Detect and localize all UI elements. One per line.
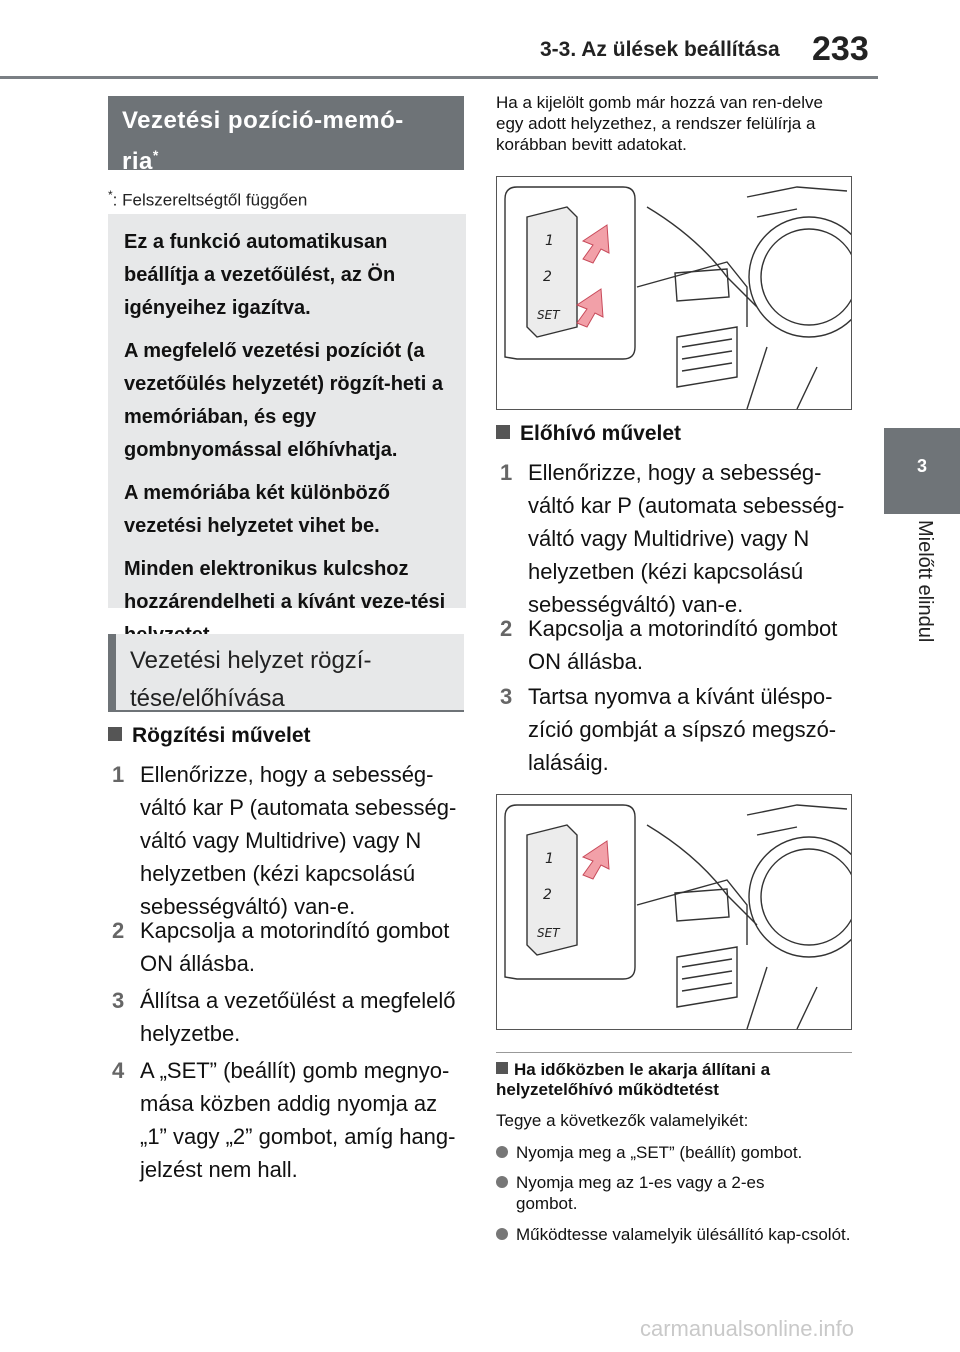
footnote-marker: * [152,147,159,163]
step-number: 3 [500,684,513,709]
section-heading-line2: ria* [122,147,159,175]
header-rule [0,76,878,79]
step-text: Kapcsolja a motorindító gombot ON állásba. [140,918,450,976]
step-text: Kapcsolja a motorindító gombot ON állásba. [528,616,838,674]
button-1-label: 1 [545,233,554,249]
step-number: 2 [500,616,513,641]
figure-memory-buttons-2 [496,794,852,1030]
watermark-text: carmanualsonline.info [640,1316,855,1341]
note-heading: Ha időközben le akarja állítani a helyzetelőhívó működtetést [496,1060,771,1099]
step-item [112,1054,468,1186]
step-number: 2 [112,918,125,943]
square-bullet-icon [496,425,510,439]
note-divider [496,1052,852,1053]
step-number: 1 [500,460,513,485]
section-heading-store-recall: Vezetési helyzet rögzí-tése/előhívása [108,634,464,712]
step-number: 1 [112,762,125,787]
button-2-label: 2 [543,887,552,903]
step-text: Állítsa a vezetőülést a megfelelő helyzetbe. [140,988,456,1046]
step-text: Ellenőrizze, hogy a sebesség-váltó kar P (automata sebesség-váltó vagy Multidrive) vagy N helyzetben (kézi kapcsolású sebességváltó) van-e. [528,460,845,617]
intro-paragraph: Minden elektronikus kulcshoz hozzárendelheti a kívánt veze-tési [124,558,446,613]
page-number: 233 [812,30,869,68]
memory-buttons-illustration [497,177,851,409]
chapter-tab-number: 3 [916,456,927,476]
set-button-label: SET [537,926,560,940]
square-bullet-icon [108,727,122,741]
button-1-label: 1 [545,851,554,867]
bullet-item: Nyomja meg az 1-es vagy a 2-es gombot. [496,1172,816,1214]
square-bullet-icon [496,1062,508,1074]
section-heading-memory [108,96,464,175]
figure-memory-buttons-1 [496,176,852,410]
subheading-recall: Előhívó művelet [496,422,681,446]
step-text: A „SET” (beállít) gomb megnyo-mása közben addig nyomja az „1” vagy „2” gombot, amíg hang-jelzést nem hall. [140,1058,456,1182]
button-2-label: 2 [543,269,552,285]
intro-paragraph: A memóriába két különböző vezetési helyzetet vihet be. [124,482,390,537]
set-button-label: SET [537,308,560,322]
bullet-item: Nyomja meg a „SET” (beállít) gombot. [496,1142,856,1163]
step-item [500,680,856,779]
bullet-dot-icon [496,1228,508,1240]
memory-buttons-illustration [497,795,851,1029]
section-heading-line1: Vezetési pozíció-memó- [122,107,404,134]
note-intro: Tegye a következők valamelyikét: [496,1111,749,1130]
step-item [500,612,856,678]
chapter-tab-label: Mielőtt elindul [914,520,936,643]
bullet-item: Működtesse valamelyik ülésállító kap-csolót. [496,1224,856,1245]
step-item [112,984,468,1050]
step-item [500,456,856,621]
intro-paragraph: Ez a funkció automatikusan beállítja a vezetőülést, az Ön igényeihez igazítva. [124,231,396,319]
running-header-section: 3-3. Az ülések beállítása [540,38,780,61]
subheading-store: Rögzítési művelet [108,724,311,748]
step-item [112,914,468,980]
intro-paragraph: A megfelelő vezetési pozíciót (a vezetőülés helyzetét) rögzít-heti a memóriában, és egy gombnyomással előhívhatja. [124,340,443,461]
bullet-dot-icon [496,1176,508,1188]
intro-box [108,214,466,613]
overwrite-note: Ha a kijelölt gomb már hozzá van ren-delve egy adott helyzethez, a rendszer felülírja a korábban bevitt adatokat. [496,93,823,154]
step-number: 4 [112,1058,125,1083]
step-number: 3 [112,988,125,1013]
step-text: Tartsa nyomva a kívánt üléspo-zíció gombját a sípszó megszó-lalásáig. [528,684,837,775]
footnote: *: Felszereltségtől függően [108,188,308,210]
step-text: Ellenőrizze, hogy a sebesség-váltó kar P (automata sebesség-váltó vagy Multidrive) vagy N helyzetben (kézi kapcsolású sebességváltó) van-e. [140,762,457,919]
step-item [112,758,468,923]
bullet-dot-icon [496,1146,508,1158]
